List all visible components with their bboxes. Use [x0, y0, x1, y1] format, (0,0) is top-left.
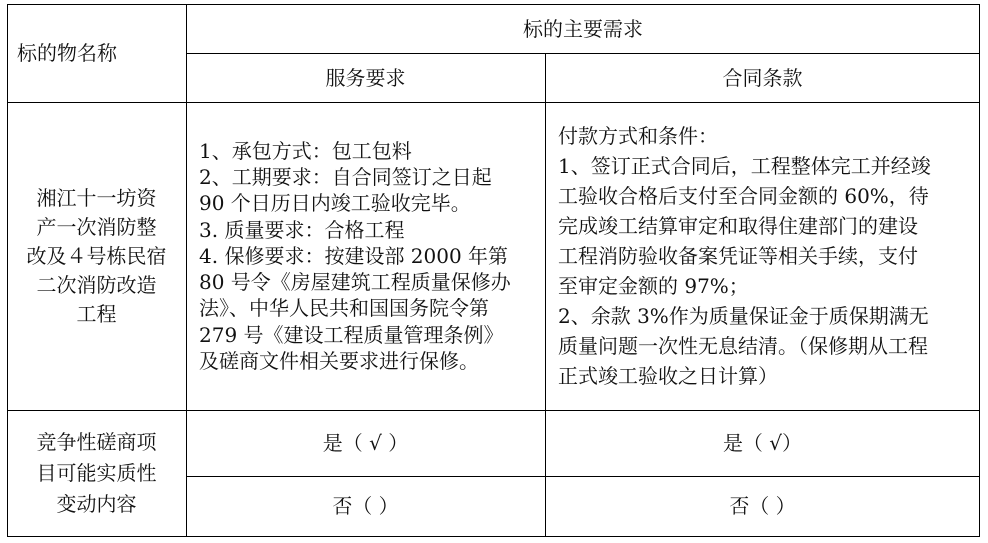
requirements-table	[7, 4, 980, 537]
contract-line: 付款方式和条件：	[558, 124, 718, 148]
variation-line: 竞争性磋商项	[36, 429, 157, 454]
service-line: 及磋商文件相关要求进行保修。	[199, 348, 479, 373]
header-contract-terms-text: 合同条款	[722, 65, 803, 90]
item-name-line: 改及４号栋民宿	[26, 243, 167, 268]
contract-no-cell	[545, 476, 980, 536]
contract-yes-option: 是（ √）	[722, 431, 803, 455]
contract-line: 正式竣工验收之日计算）	[558, 364, 778, 388]
service-line: 279 号《建设工程质量管理条例》	[199, 322, 504, 347]
item-name-line: 湘江十一坊资	[36, 185, 157, 210]
contract-line: 工程消防验收备案凭证等相关手续，支付	[558, 244, 918, 268]
item-name-cell	[7, 102, 186, 410]
header-contract-terms	[545, 53, 980, 102]
contract-line: 工验收合格后支付至合同金额的 60%，待	[558, 184, 929, 208]
service-no-option: 否（ ）	[332, 494, 399, 518]
header-main-requirements	[186, 4, 980, 53]
table-border-bottom	[7, 536, 980, 537]
contract-line: 质量问题一次性无息结清。（保修期从工程	[558, 334, 928, 358]
service-yes-cell	[186, 410, 545, 476]
service-line: 80 号令《房屋建筑工程质量保修办	[199, 270, 511, 295]
contract-line: 完成竣工结算审定和取得住建部门的建设	[558, 214, 918, 238]
service-line: 1、承包方式：包工包料	[199, 139, 412, 164]
header-service-requirements-text: 服务要求	[325, 65, 406, 90]
variation-label-cell	[7, 410, 186, 536]
variation-line: 目可能实质性	[36, 460, 157, 485]
header-item-name-text: 标的物名称	[17, 41, 117, 65]
contract-line: 1、签订正式合同后，工程整体完工并经竣	[558, 154, 931, 178]
item-name-line: 二次消防改造	[36, 272, 157, 297]
contract-line: 2、余款 3%作为质量保证金于质保期满无	[558, 304, 929, 328]
contract-no-option: 否（ ）	[729, 494, 796, 518]
contract-yes-cell	[545, 410, 980, 476]
service-no-cell	[186, 476, 545, 536]
service-line: 90 个日历日内竣工验收完毕。	[199, 191, 471, 216]
item-name-line: 产一次消防整	[36, 214, 157, 239]
header-item-name	[7, 4, 186, 102]
header-main-requirements-text: 标的主要需求	[523, 16, 643, 41]
contract-line: 至审定金额的 97%；	[558, 274, 749, 298]
service-yes-option: 是（ √ ）	[322, 431, 409, 455]
service-line: 法》、中华人民共和国国务院令第	[199, 296, 489, 321]
service-line: 2、工期要求：自合同签订之日起	[199, 165, 492, 190]
contract-terms-cell	[545, 102, 980, 410]
variation-line: 变动内容	[56, 491, 137, 516]
item-name-line: 工程	[76, 301, 117, 326]
service-line: 3. 质量要求：合格工程	[199, 217, 405, 242]
header-service-requirements	[186, 53, 545, 102]
service-line: 4. 保修要求：按建设部 2000 年第	[199, 243, 509, 268]
service-requirements-cell	[186, 102, 545, 410]
